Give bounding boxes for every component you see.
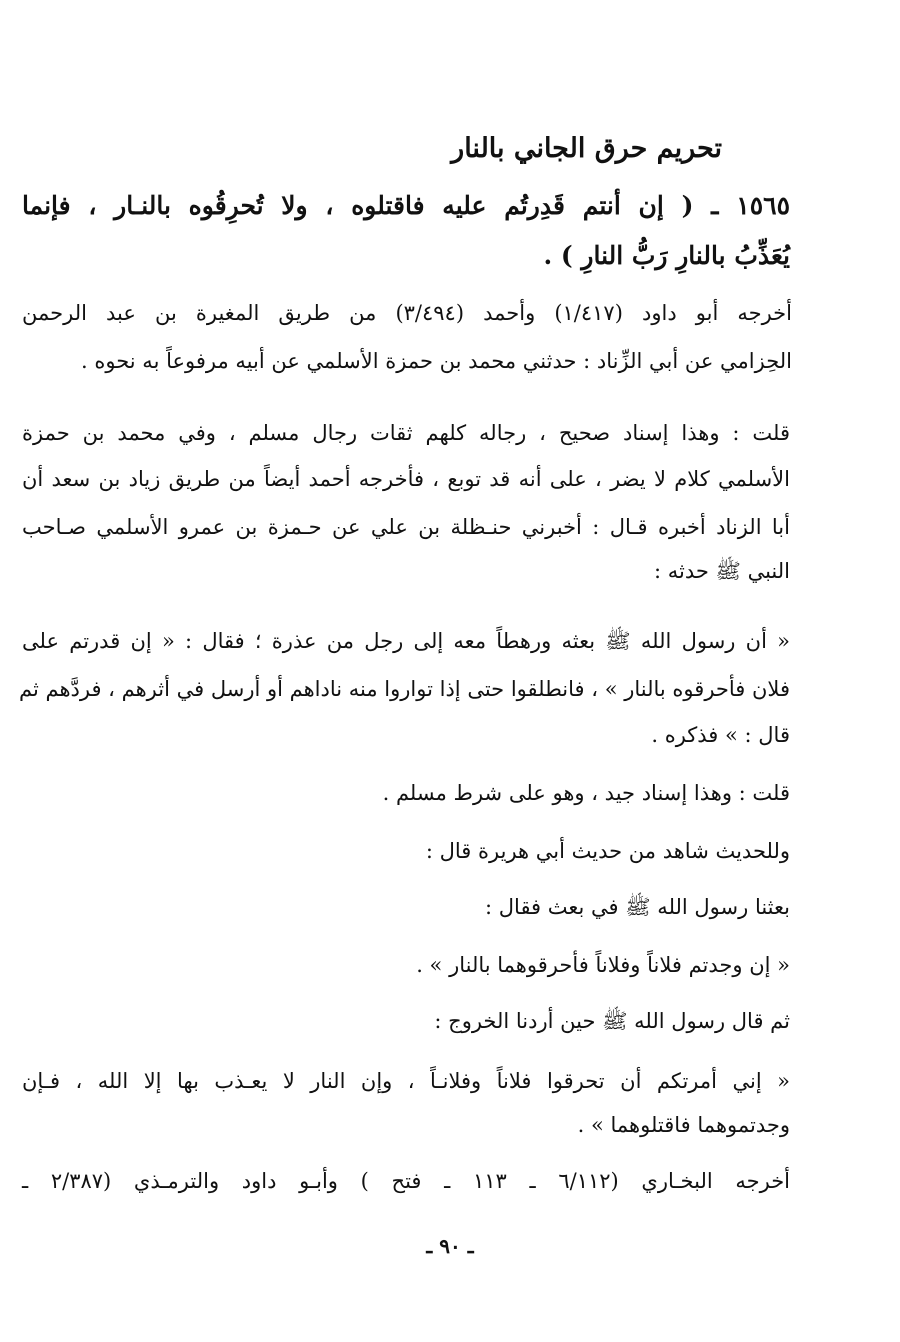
comment-line-1: قلت : وهذا إسناد صحيح ، رجاله كلهم ثقات رجال مسلم ، وفي محمد بن حمزة <box>22 421 790 445</box>
takhrij-final-line: أخرجه البخـاري (٦/١١٢ ـ ١١٣ ـ فتح ) وأبـو داود والترمـذي (٢/٣٨٧ ـ <box>22 1169 791 1193</box>
page-number: ـ ٩٠ ـ <box>426 1234 474 1258</box>
hadith-text-line-2: يُعَذِّبُ بالنارِ رَبُّ النارِ ) . <box>543 241 790 270</box>
comment-line-2: الأسلمي كلام لا يضر ، على أنه قد توبع ، فأخرجه أحمد أيضاً من طريق زياد بن سعد أن <box>22 467 790 491</box>
comment-line-4: النبي ﷺ حدثه : <box>654 559 790 583</box>
hadith-text-line-1: ١٥٦٥ ـ ( إن أنتم قَدِرتُم عليه فاقتلوه ، ولا تُحرِقُوه بالنـار ، فإنما <box>22 191 790 220</box>
quote-line-1: « أن رسول الله ﷺ بعثه ورهطاً معه إلى رجل من عذرة ؛ فقال : « إن قدرتم على <box>22 629 790 653</box>
takhrij-line-1: أخرجه أبو داود (١/٤١٧) وأحمد (٣/٤٩٤) من طريق المغيرة بن عبد الرحمن <box>22 301 792 325</box>
shahid-intro-line: وللحديث شاهد من حديث أبي هريرة قال : <box>425 839 790 863</box>
grading-line: قلت : وهذا إسناد جيد ، وهو على شرط مسلم . <box>382 781 790 805</box>
takhrij-line-2: الحِزامي عن أبي الزِّناد : حدثني محمد بن حمزة الأسلمي عن أبيه مرفوعاً به نحوه . <box>81 349 792 373</box>
final-quote-line-2: وجدتموهما فاقتلوهما » . <box>577 1113 790 1137</box>
quote-line-3: قال : » فذكره . <box>651 723 790 747</box>
narration-line-1: بعثنا رسول الله ﷺ في بعث فقال : <box>485 895 790 919</box>
final-quote-line-1: « إني أمرتكم أن تحرقوا فلاناً وفلانـاً ، وإن النار لا يعـذب بها إلا الله ، فـإن <box>22 1069 790 1093</box>
comment-line-3: أبا الزناد أخبره قـال : أخبرني حنـظلة بن علي عن حـمزة بن عمرو الأسلمي صـاحب <box>22 515 790 539</box>
section-title: تحريم حرق الجاني بالنار <box>451 133 722 164</box>
quote-line-2: فلان فأحرقوه بالنار » ، فانطلقوا حتى إذا تواروا منه ناداهم أو أرسل في أثرهم ، فردَّهم ثم <box>18 677 790 701</box>
narration-line-2: ثم قال رسول الله ﷺ حين أردنا الخروج : <box>434 1009 790 1033</box>
narration-quote-line: « إن وجدتم فلاناً وفلاناً فأحرقوهما بالنار » . <box>416 953 790 977</box>
